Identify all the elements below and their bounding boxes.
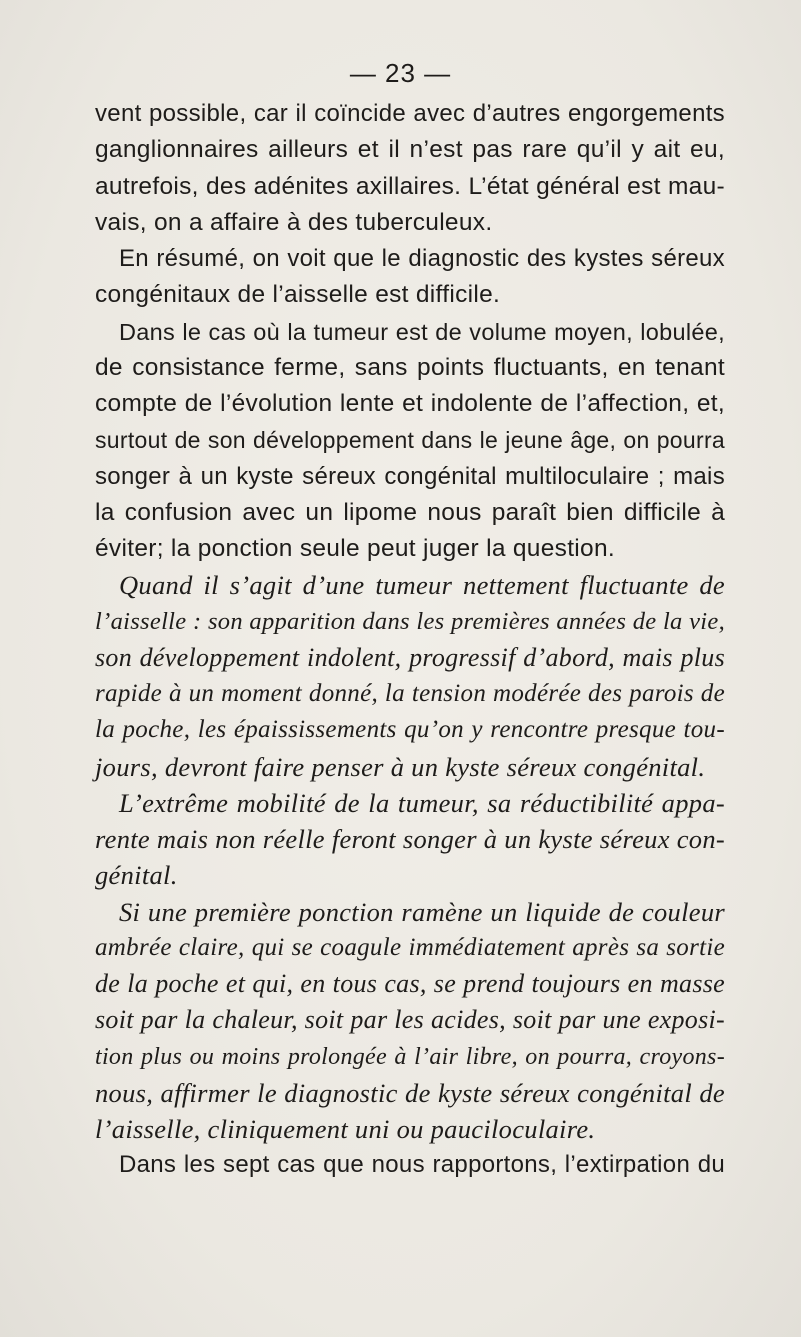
text-line: son développement indolent, progressif d’abord, mais plus: [95, 642, 725, 672]
text-line: tion plus ou moins prolongée à l’air libre, on pourra, croyons-: [95, 1043, 725, 1070]
text-line: Dans les sept cas que nous rapportons, l’extirpation du: [119, 1151, 725, 1179]
text-line: congénitaux de l’aisselle est difficile.: [95, 281, 501, 309]
text-line: de la poche et qui, en tous cas, se prend toujours en masse: [95, 969, 725, 998]
text-line: rente mais non réelle feront songer à un kyste séreux con-: [95, 824, 725, 854]
text-line: L’extrême mobilité de la tumeur, sa réductibilité appa-: [119, 787, 725, 818]
text-line: l’aisselle, cliniquement uni ou pauciloculaire.: [95, 1114, 596, 1144]
text-line: l’aisselle : son apparition dans les premières années de la vie,: [95, 607, 725, 635]
text-line: jours, devront faire penser à un kyste séreux congénital.: [95, 751, 706, 782]
text-line: la poche, les épaississements qu’on y rencontre presque tou-: [95, 716, 725, 744]
text-line: En résumé, on voit que le diagnostic des kystes séreux: [119, 245, 725, 272]
text-line: éviter; la ponction seule peut juger la question.: [95, 535, 615, 562]
text-line: ganglionnaires ailleurs et il n’est pas rare qu’il y ait eu,: [95, 136, 725, 164]
text-line: soit par la chaleur, soit par les acides, soit par une exposi-: [95, 1005, 725, 1035]
text-line: vais, on a affaire à des tuberculeux.: [95, 208, 493, 236]
text-line: songer à un kyste séreux congénital multiloculaire ; mais: [95, 462, 725, 490]
text-line: surtout de son développement dans le jeune âge, on pourra: [95, 427, 725, 454]
text-line: ambrée claire, qui se coagule immédiatement après sa sortie: [95, 933, 725, 961]
text-line: vent possible, car il coïncide avec d’autres engorgements: [95, 100, 725, 127]
text-line: rapide à un moment donné, la tension modérée des parois de: [95, 680, 725, 707]
text-line: autrefois, des adénites axillaires. L’état général est mau-: [95, 172, 725, 200]
text-line: de consistance ferme, sans points fluctuants, en tenant: [95, 353, 725, 381]
text-line: génital.: [95, 860, 178, 891]
text-line: nous, affirmer le diagnostic de kyste séreux congénital de: [95, 1077, 725, 1108]
page-number: — 23 —: [349, 58, 452, 88]
text-line: Quand il s’agit d’une tumeur nettement fluctuante de: [119, 570, 725, 601]
text-line: Si une première ponction ramène un liquide de couleur: [119, 896, 725, 927]
text-line: compte de l’évolution lente et indolente de l’affection, et,: [95, 390, 725, 417]
text-line: la confusion avec un lipome nous paraît bien difficile à: [95, 498, 725, 526]
text-line: Dans le cas où la tumeur est de volume moyen, lobulée,: [119, 318, 725, 345]
body-text: [95, 96, 725, 1184]
